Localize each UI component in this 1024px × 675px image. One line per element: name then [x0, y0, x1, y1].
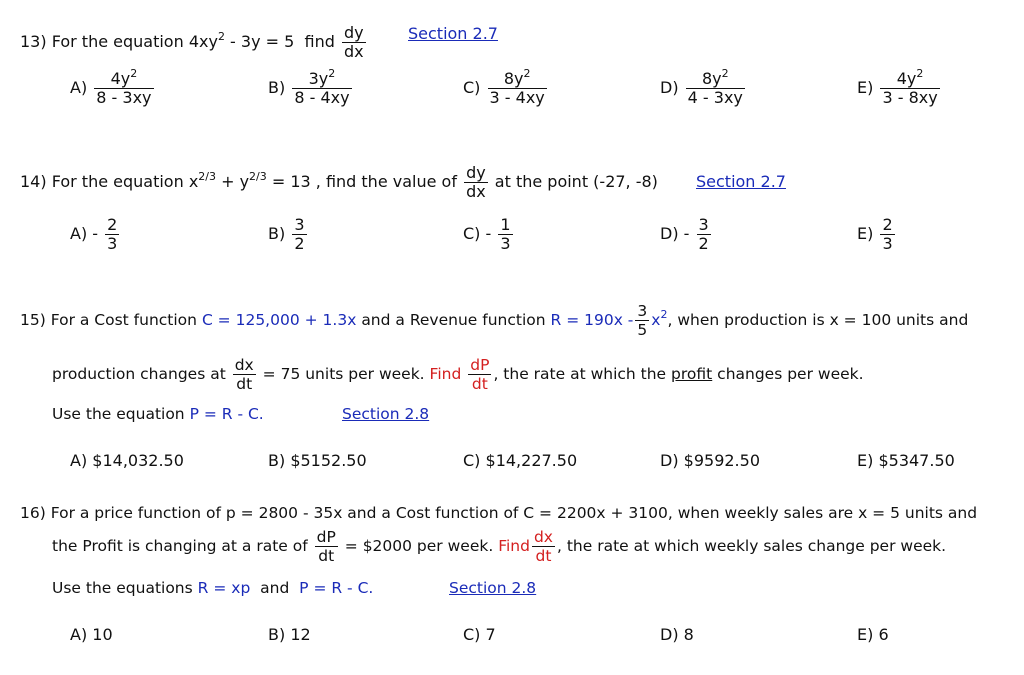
q15-dx-dt-fraction: $\frac{dx}{dt}$ [234, 356, 254, 393]
q15-revenue-function: R = 190x - $\frac{3}{5}$ $x^2$ [550, 302, 668, 339]
q13-option-b[interactable]: B) $\frac{3y^2}{8 - 4xy}$ [268, 67, 350, 107]
q16-revenue-equation: R = xp [197, 579, 251, 597]
q15-option-b[interactable]: B) $5152.50 [268, 451, 367, 470]
q15-option-c[interactable]: C) $14,227.50 [463, 451, 578, 470]
q16-find-dx-dt: Find $\frac{dx}{dt}$ [498, 528, 553, 565]
q14-option-e[interactable]: E) $\frac{2}{3}$ [857, 215, 893, 253]
q15-option-e[interactable]: E) $5347.50 [857, 451, 955, 470]
q14-option-d[interactable]: D) - $\frac{3}{2}$ [660, 215, 709, 253]
q15-number: 15) [20, 311, 46, 329]
q15-line-2: production changes at $\frac{dx}{dt}$ = 75 units per week. Find $\frac{dP}{dt}$ , the rate at which the profit changes per week. [52, 356, 864, 393]
q14-equation: $x^{2/3} + y^{2/3} = 13$ , find the value of [188, 170, 457, 191]
q14-number: 14) [20, 172, 47, 191]
q16-dp-dt-fraction: $\frac{dP}{dt}$ [316, 528, 336, 565]
q13-number: 13) [20, 32, 47, 51]
q14-option-b[interactable]: B) $\frac{3}{2}$ [268, 215, 305, 253]
q15-find-dp-dt: Find $\frac{dP}{dt}$ [429, 356, 490, 393]
q14-derivative-fraction: $\frac{dy}{dx}$ [466, 163, 486, 201]
q16-number: 16) [20, 504, 46, 522]
q13-option-d[interactable]: D) $\frac{8y^2}{4 - 3xy}$ [660, 67, 743, 107]
q16-option-e[interactable]: E) 6 [857, 625, 889, 644]
q13-option-a[interactable]: A) $\frac{4y^2}{8 - 3xy}$ [70, 67, 152, 107]
q15-line-3: Use the equation P = R - C. [52, 405, 264, 423]
q15-line-1: 15) For a Cost function C = 125,000 + 1.3x and a Revenue function R = 190x - $\frac{3}{5}$ $x^2$, when production is x = 100 units and [20, 302, 969, 339]
q14-stem [20, 164, 658, 201]
q14-section-link[interactable]: Section 2.7 [696, 172, 786, 191]
q14-text: For the equation [51, 172, 184, 191]
q13-text: For the equation [51, 32, 184, 51]
q13-section-link[interactable]: Section 2.7 [408, 24, 498, 43]
q13-stem [20, 24, 368, 61]
q16-line-3: Use the equations R = xp and P = R - C. [52, 579, 374, 597]
q16-option-b[interactable]: B) 12 [268, 625, 311, 644]
q16-option-c[interactable]: C) 7 [463, 625, 496, 644]
q15-option-a[interactable]: A) $14,032.50 [70, 451, 184, 470]
q15-profit-word: profit [671, 365, 713, 383]
q15-cost-function: C = 125,000 + 1.3x [201, 311, 357, 329]
q14-point: at the point (-27, -8) [494, 172, 658, 191]
q13-equation: $4xy^2 - 3y = 5$ [188, 30, 295, 51]
q16-profit-equation: P = R - C. [299, 579, 374, 597]
q13-find: find [304, 32, 335, 51]
q15-section-link[interactable]: Section 2.8 [342, 405, 430, 423]
q13-option-e[interactable]: E) $\frac{4y^2}{3 - 8xy}$ [857, 67, 938, 107]
q16-option-a[interactable]: A) 10 [70, 625, 113, 644]
q13-derivative-fraction: $\frac{dy}{dx}$ [343, 23, 364, 61]
q16-line-2: the Profit is changing at a rate of $\frac{dP}{dt}$ = $2000 per week. Find $\frac{dx}{dt}$ , the rate at which weekly sales change per week. [52, 528, 947, 565]
q15-profit-equation: P = R - C. [189, 405, 264, 423]
q14-option-c[interactable]: C) - $\frac{1}{3}$ [463, 215, 511, 253]
q16-line-1: 16) For a price function of p = 2800 - 35x and a Cost function of C = 2200x + 3100, when weekly sales are x = 5 units and [20, 504, 978, 522]
q14-option-a[interactable]: A) - $\frac{2}{3}$ [70, 215, 118, 253]
q15-option-d[interactable]: D) $9592.50 [660, 451, 760, 470]
q16-section-link[interactable]: Section 2.8 [449, 579, 537, 597]
q13-option-c[interactable]: C) $\frac{8y^2}{3 - 4xy}$ [463, 67, 545, 107]
q16-option-d[interactable]: D) 8 [660, 625, 694, 644]
